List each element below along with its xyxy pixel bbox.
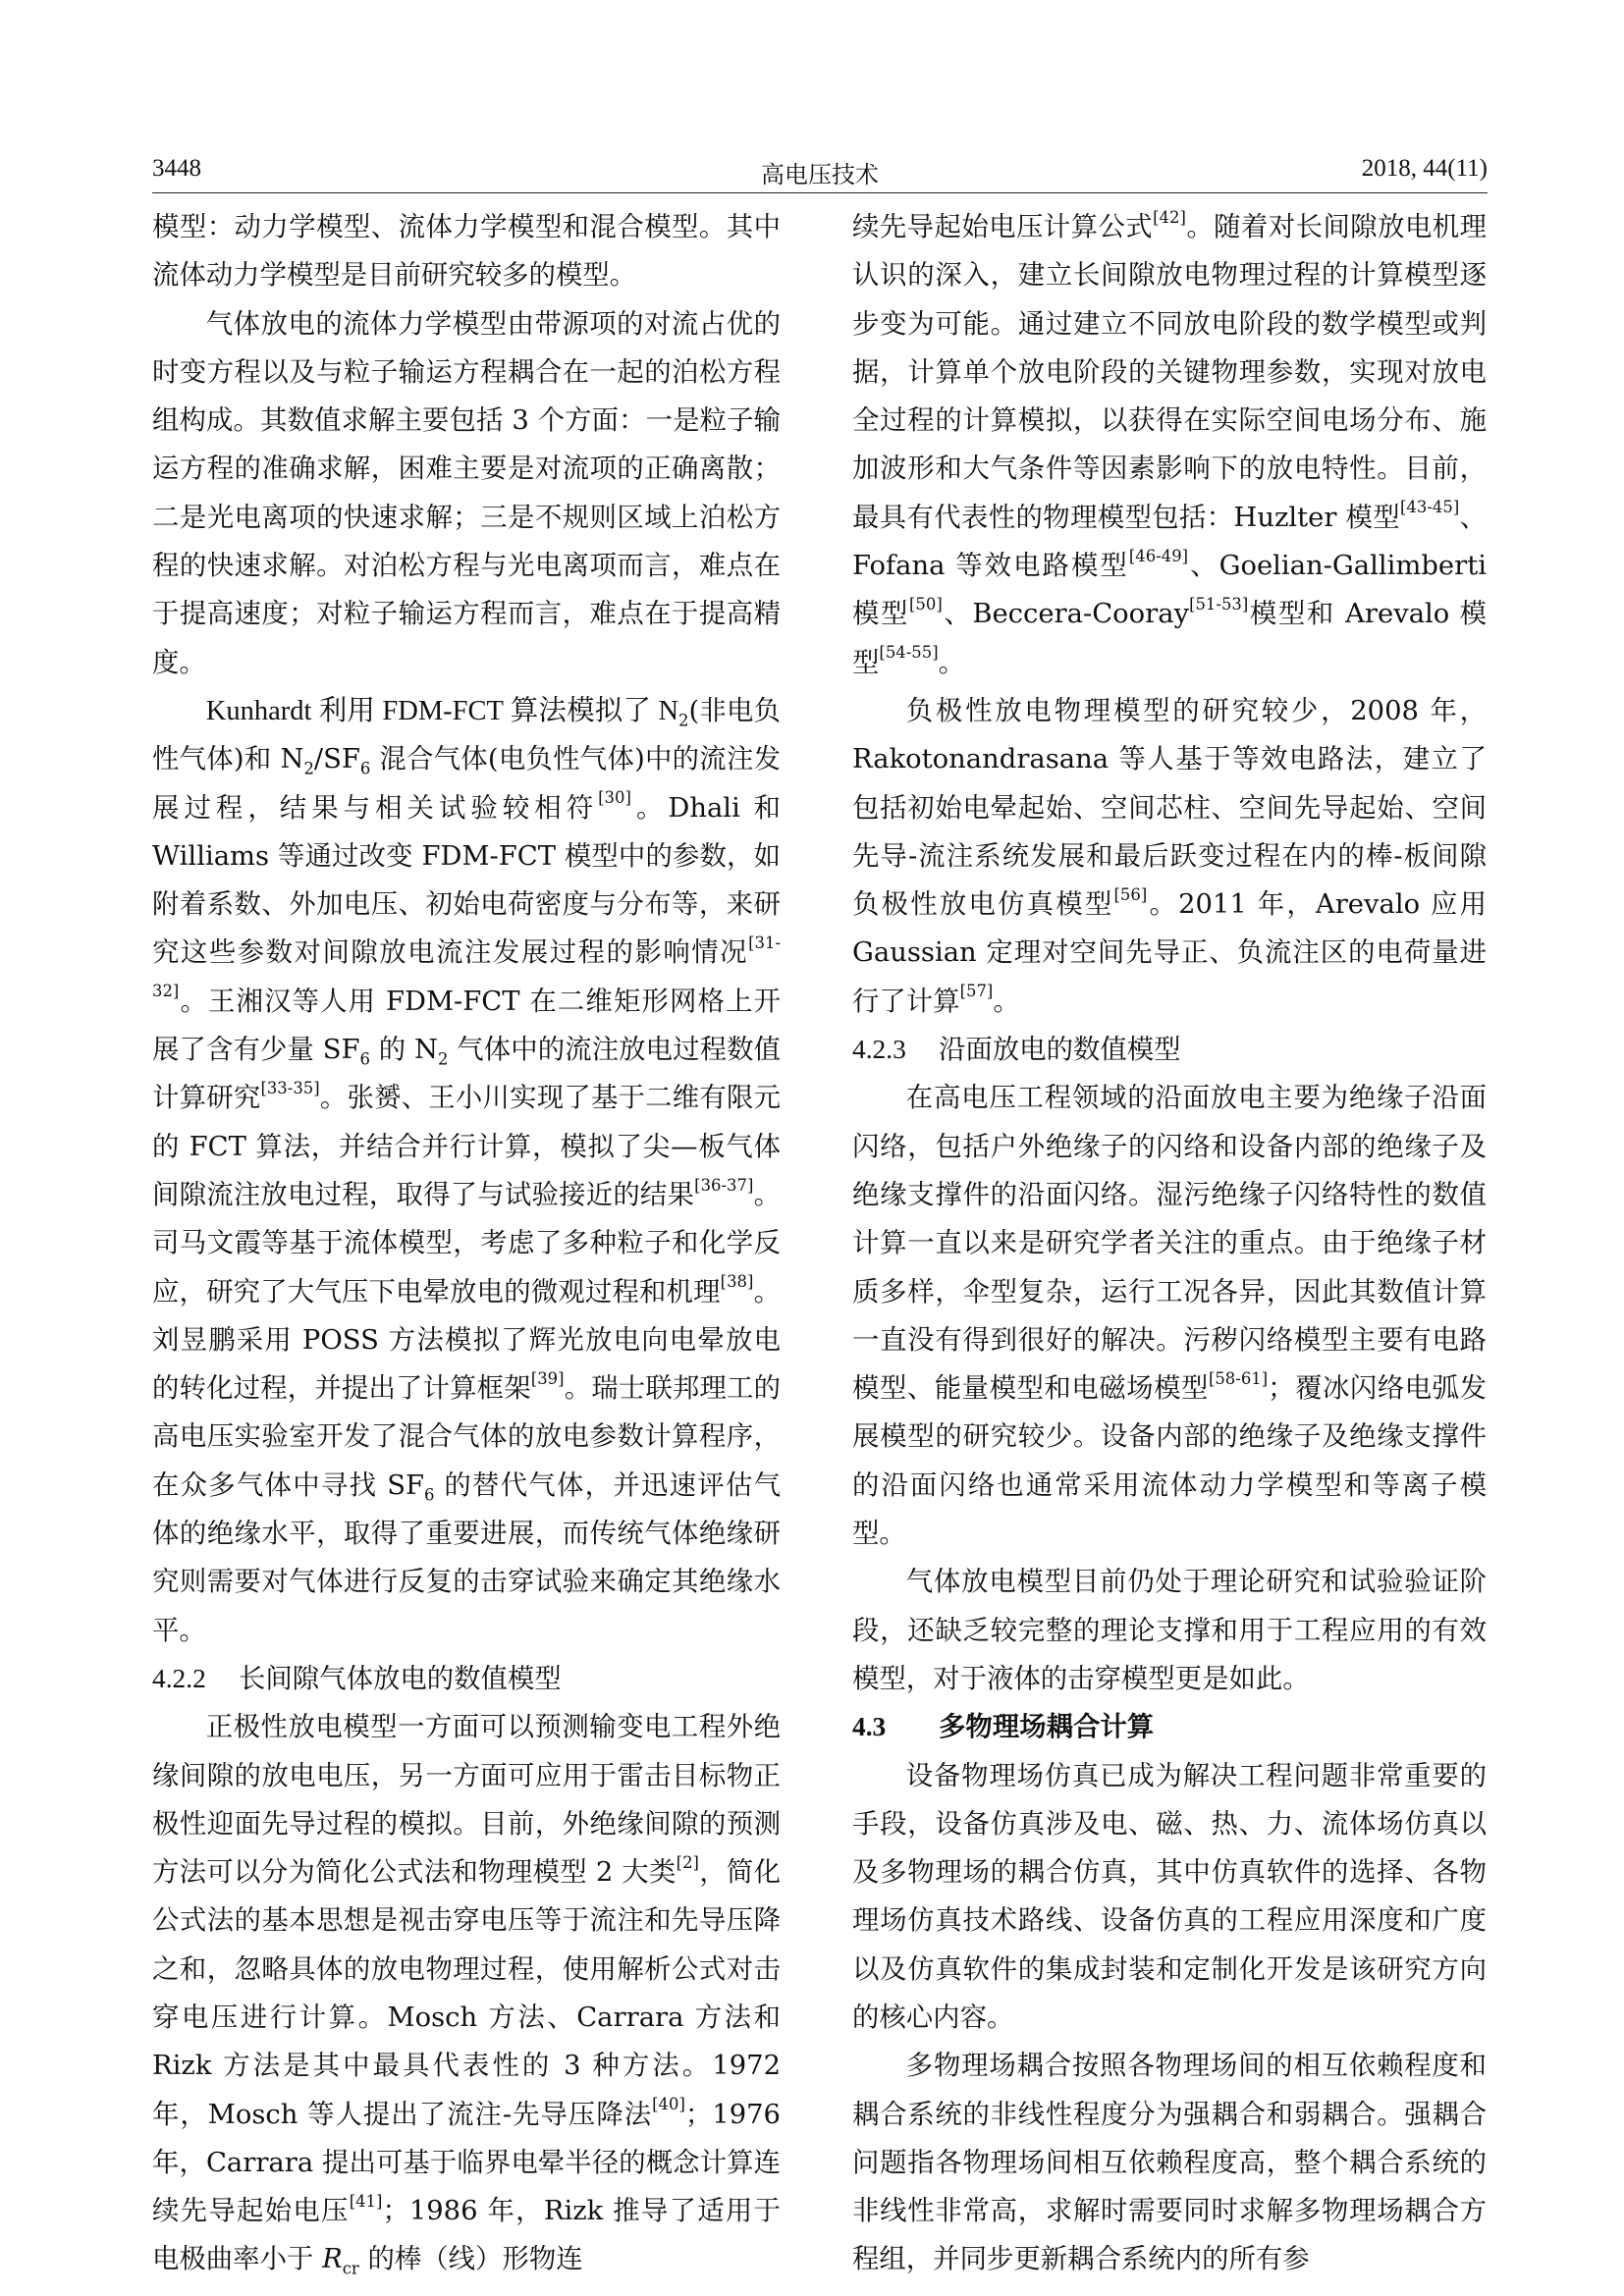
citation: [42] xyxy=(1153,207,1186,227)
paragraph-model-status: 气体放电模型目前仍处于理论研究和试验验证阶段，还缺乏较完整的理论支撑和用于工程应用的有效模型，对于液体的击穿模型更是如此。 xyxy=(852,1567,1487,1694)
paragraph-physical-models: 续先导起始电压计算公式[42]。随着对长间隙放电机理认识的深入，建立长间隙放电物理过程的计算模型逐步变为可能。通过建立不同放电阶段的数学模型或判据，计算单个放电阶段的关键物理参数，实现对放电全过程的计算模拟，以获得在实际空间电场分布、施加波形和大气条件等因素影响下的放电特性。目前，最具有代表性的物理模型包括：Huzlter 模型[43-45]、Fofana 等效电路模型[46-49]、Goelian-Gallimberti 模型[50]、Beccera-Cooray[51-53]模型和 Arevalo 模型[54-55]。 xyxy=(852,207,1487,678)
page-number: 3448 xyxy=(152,155,201,182)
paragraph-multiphysics-simulation: 设备物理场仿真已成为解决工程问题非常重要的手段，设备仿真涉及电、磁、热、力、流体场仿真以及多物理场的耦合仿真，其中仿真软件的选择、各物理场仿真技术路线、设备仿真的工程应用深度和广度以及仿真软件的集成封装和定制化开发是该研究方向的核心内容。 xyxy=(852,1760,1487,2033)
citation: [58-61] xyxy=(1208,1368,1269,1388)
right-column xyxy=(852,203,1487,2284)
section-heading-4-2-2: 4.2.2 长间隙气体放电的数值模型 xyxy=(152,1663,562,1693)
section-heading-4-2-3: 4.2.3 沿面放电的数值模型 xyxy=(852,1035,1181,1065)
paragraph-coupling-types: 多物理场耦合按照各物理场间的相互依赖程度和耦合系统的非线性程度分为强耦合和弱耦合。强耦合问题指各物理场间相互依赖程度高，整个耦合系统的非线性非常高，求解时需要同时求解多物理场耦合方程组，并同步更新耦合系统内的所有参 xyxy=(852,2051,1487,2275)
issue-info: 2018, 44(11) xyxy=(1361,155,1488,182)
citation: [56] xyxy=(1113,884,1148,904)
citation: [36-37] xyxy=(694,1175,754,1195)
citation: [31-32] xyxy=(152,934,781,1001)
citation: [39] xyxy=(530,1368,565,1388)
paragraph-surface-flashover: 在高电压工程领域的沿面放电主要为绝缘子沿面闪络，包括户外绝缘子的闪络和设备内部的绝缘子及绝缘支撑件的沿面闪络。湿污绝缘子闪络特性的数值计算一直以来是研究学者关注的重点。由于绝缘子材质多样，伞型复杂，运行工况各异，因此其数值计算一直没有得到很好的解决。污秽闪络模型主要有电路模型、能量模型和电磁场模型[58-61]；覆冰闪络电弧发展模型的研究较少。设备内部的绝缘子及绝缘支撑件的沿面闪络也通常采用流体动力学模型和等离子模型。 xyxy=(852,1083,1487,1550)
citation: [33-35] xyxy=(260,1078,320,1097)
journal-title: 高电压技术 xyxy=(761,161,879,188)
section-heading-4-3: 4.3 多物理场耦合计算 xyxy=(852,1712,1155,1742)
citation: [57] xyxy=(959,982,994,1001)
paragraph-fdm-fct: Kunhardt 利用 FDM-FCT 算法模拟了 $N_2$(非电负性气体)和 $N_2/SF_6$ 混合气体(电负性气体)中的流注发展过程，结果与相关试验较相符[30]。Dhali 和 Williams 等通过改变 FDM-FCT 模型中的参数，如附着系数、外加电压、初始电荷密度与分布等，来研究这些参数对间隙放电流注发展过程的影响情况[31-32]。王湘汉等人用 FDM-FCT 在二维矩形网格上开展了含有少量 $SF_6$ 的 $N_2$ 气体中的流注放电过程数值计算研究[33-35]。张赟、王小川实现了基于二维有限元的 FCT 算法，并结合并行计算，模拟了尖—板气体间隙流注放电过程，取得了与试验接近的结果[36-37]。司马文霞等基于流体模型，考虑了多种粒子和化学反应，研究了大气压下电晕放电的微观过程和机理[38]。刘昱鹏采用 POSS 方法模拟了辉光放电向电晕放电的转化过程，并提出了计算框架[39]。瑞士联邦理工的高电压实验室开发了混合气体的放电参数计算程序，在众多气体中寻找 $SF_6$ 的替代气体，并迅速评估气体的绝缘水平，取得了重要进展，而传统气体绝缘研究则需要对气体进行反复的击穿试验来确定其绝缘水平。 xyxy=(152,695,781,1646)
paragraph-negative-discharge: 负极性放电物理模型的研究较少，2008 年，Rakotonandrasana 等人基于等效电路法，建立了包括初始电晕起始、空间芯柱、空间先导起始、空间先导-流注系统发展和最后跃变过程在内的棒-板间隙负极性放电仿真模型[56]。2011 年，Arevalo 应用 Gaussian 定理对空间先导正、负流注区的电荷量进行了计算[57]。 xyxy=(852,695,1487,1017)
citation: [50] xyxy=(908,594,943,614)
paragraph-positive-discharge: 正极性放电模型一方面可以预测输变电工程外绝缘间隙的放电电压，另一方面可应用于雷击目标物正极性迎面先导过程的模拟。目前，外绝缘间隙的预测方法可以分为简化公式法和物理模型 2 大类[2]，简化公式法的基本思想是视击穿电压等于流注和先导压降之和，忽略具体的放电物理过程，使用解析公式对击穿电压进行计算。Mosch 方法、Carrara 方法和 Rizk 方法是其中最具代表性的 3 种方法。1972 年，Mosch 等人提出了流注-先导压降法[40]；1976 年，Carrara 提出可基于临界电晕半径的概念计算连续先导起始电压[41]；1986 年，Rizk 推导了适用于电极曲率小于 $R_{cr}$ 的棒（线）形物连 xyxy=(152,1712,781,2278)
running-header xyxy=(152,155,1488,190)
citation: [51-53] xyxy=(1189,594,1249,614)
citation: [54-55] xyxy=(879,643,939,663)
citation: [43-45] xyxy=(1400,498,1460,517)
citation: [46-49] xyxy=(1128,546,1189,565)
citation: [38] xyxy=(720,1272,754,1292)
citation: [41] xyxy=(349,2191,383,2211)
citation: [40] xyxy=(652,2095,685,2114)
citation: [30] xyxy=(598,788,631,808)
paragraph-continued: 模型：动力学模型、流体力学模型和混合模型。其中流体动力学模型是目前研究较多的模型。 xyxy=(152,212,781,292)
citation: [2] xyxy=(676,1852,699,1872)
paragraph-fluid-model: 气体放电的流体力学模型由带源项的对流占优的时变方程以及与粒子输运方程耦合在一起的泊松方程组构成。其数值求解主要包括 3 个方面：一是粒子输运方程的准确求解，困难主要是对流项的正确离散；二是光电离项的快速求解；三是不规则区域上泊松方程的快速求解。对泊松方程与光电离项而言，难点在于提高速度；对粒子输运方程而言，难点在于提高精度。 xyxy=(152,308,781,678)
header-rule xyxy=(152,192,1488,193)
left-column xyxy=(152,203,781,2284)
